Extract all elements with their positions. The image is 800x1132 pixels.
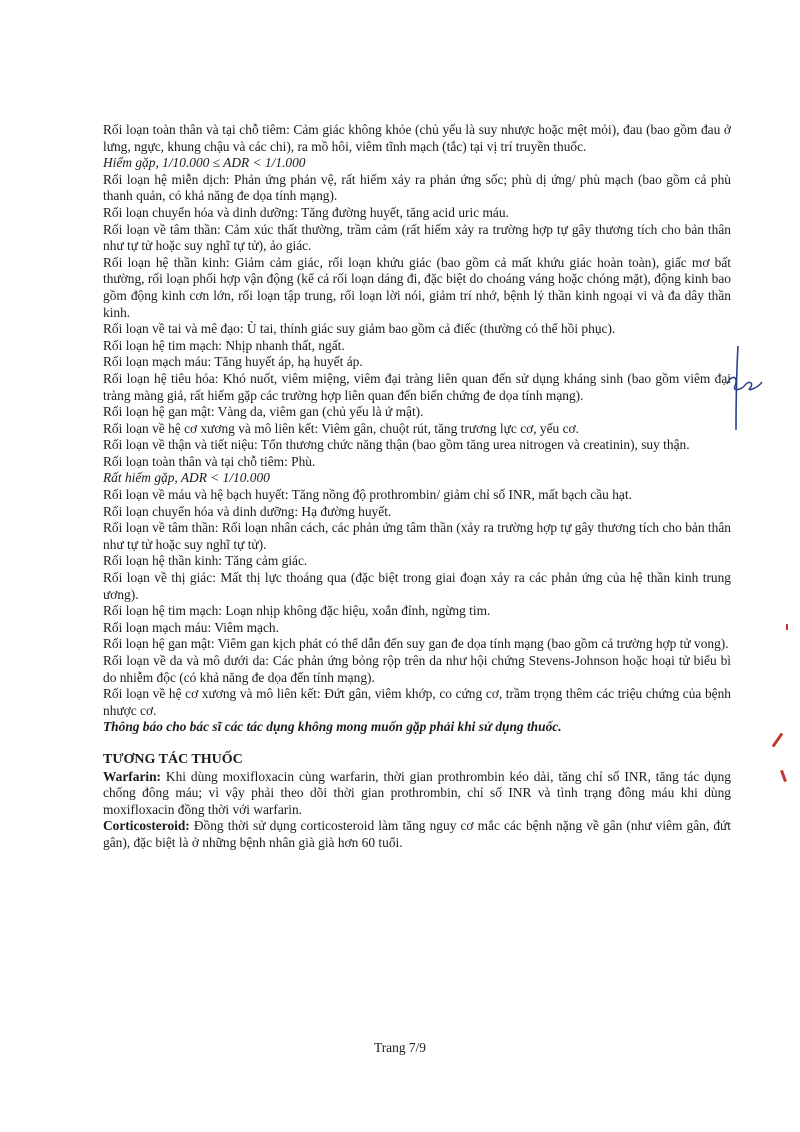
paragraph: Rối loạn về máu và hệ bạch huyết: Tăng nồng độ prothrombin/ giảm chỉ số INR, mất bạch cầu hạt. bbox=[103, 487, 632, 503]
paragraph: Rối loạn hệ thần kinh: Giảm cảm giác, rối loạn khứu giác (bao gồm cả mất khứu giác hoàn toàn), giấc mơ bất thường, rối loạn phối hợp vận động (kể cả rối loạn dáng đi, đặc biệt do choáng váng hoặc chóng mặt), động kinh bao gồm động kinh cơn lớn, rối loạn tập trung, rối loạn lời nói, giảm trí nhớ, bệnh lý thần kinh ngoại vi và đa dây thần kinh. bbox=[103, 254, 731, 320]
paragraph: Rối loạn về tai và mê đạo: Ù tai, thính giác suy giảm bao gồm cả điếc (thường có thể hồi phục). bbox=[103, 321, 616, 337]
paragraph: Rối loạn chuyển hóa và dinh dưỡng: Hạ đường huyết. bbox=[103, 503, 392, 519]
paragraph: Rối loạn về da và mô dưới da: Các phản ứng bỏng rộp trên da như hội chứng Stevens-Johnson hoặc hoại tử biểu bì do nhiễm độc (có khả năng đe dọa đến tính mạng). bbox=[103, 653, 731, 685]
warfarin-text: Khi dùng moxifloxacin cùng warfarin, thời gian prothrombin kéo dài, tăng chỉ số INR, tăng tác dụng chống đông máu; vì vậy phải theo dõi thời gian prothrombin, chỉ số INR và tình trạng đông máu khi dùng moxifloxacin đồng thời với warfarin. bbox=[103, 768, 731, 817]
paragraph: Rối loạn hệ miễn dịch: Phản ứng phản vệ, rất hiếm xảy ra phản ứng sốc; phù dị ứng/ phù mạch (bao gồm cả phù thanh quản, có khả năng đe dọa tính mạng). bbox=[103, 171, 731, 204]
frequency-heading: Rất hiếm gặp, ADR < 1/10.000 bbox=[103, 470, 270, 486]
paragraph: Rối loạn về tâm thần: Rối loạn nhân cách, các phản ứng tâm thần (xảy ra trường hợp tự gây thương tích cho bản thân như tự tử hoặc suy nghĩ tự tử). bbox=[103, 520, 731, 552]
paragraph: Rối loạn hệ thần kinh: Tăng cảm giác. bbox=[103, 553, 308, 569]
red-mark bbox=[786, 624, 788, 630]
paragraph: Rối loạn mạch máu: Tăng huyết áp, hạ huyết áp. bbox=[103, 354, 363, 370]
paragraph: Rối loạn hệ tim mạch: Nhịp nhanh thất, ngất. bbox=[103, 337, 345, 353]
paragraph: Rối loạn mạch máu: Viêm mạch. bbox=[103, 619, 279, 635]
interaction-corticosteroid bbox=[103, 818, 731, 851]
paragraph: Rối loạn hệ gan mật: Viêm gan kịch phát có thể dẫn đến suy gan đe dọa tính mạng (bao gồm cả trường hợp tử vong). bbox=[103, 636, 729, 652]
paragraph: Rối loạn về tâm thần: Cảm xúc thất thường, trầm cảm (rất hiếm xảy ra trường hợp tự gây thương tích cho bản thân như tự tử hoặc suy nghĩ tự tử), ảo giác. bbox=[103, 221, 731, 254]
paragraph: Rối loạn toàn thân và tại chỗ tiêm: Phù. bbox=[103, 453, 316, 469]
red-mark bbox=[772, 733, 784, 748]
interaction-warfarin bbox=[103, 769, 731, 819]
paragraph: Rối loạn về hệ cơ xương và mô liên kết: Viêm gân, chuột rút, tăng trương lực cơ, yếu cơ. bbox=[103, 420, 579, 436]
section-title: TƯƠNG TÁC THUỐC bbox=[103, 751, 243, 767]
paragraph: Rối loạn toàn thân và tại chỗ tiêm: Cảm giác không khỏe (chủ yếu là suy nhược hoặc mệt mỏi), đau (bao gồm đau ở lưng, ngực, khung chậu và các chi), ra mồ hôi, viêm tĩnh mạch (tắc) tại vị trí truyền thuốc. bbox=[103, 122, 731, 154]
corticosteroid-text: Đồng thời sử dụng corticosteroid làm tăng nguy cơ mắc các bệnh nặng về gân (như viêm gân, đứt gân), đặc biệt là ở những bệnh nhân già già hơn 60 tuổi. bbox=[103, 818, 731, 850]
paragraph: Rối loạn hệ tiêu hóa: Khó nuốt, viêm miệng, viêm đại tràng liên quan đến sử dụng kháng sinh (bao gồm viêm đại tràng màng giả, rất hiếm gặp các trường hợp liên quan đến biến chứng đe dọa tính mạng). bbox=[103, 370, 731, 403]
warfarin-lead: Warfarin: bbox=[103, 768, 162, 784]
red-mark bbox=[780, 770, 787, 782]
paragraph: Rối loạn hệ gan mật: Vàng da, viêm gan (chủ yếu là ứ mật). bbox=[103, 404, 424, 420]
paragraph: Rối loạn về hệ cơ xương và mô liên kết: Đứt gân, viêm khớp, co cứng cơ, trầm trọng thêm các triệu chứng của bệnh nhược cơ. bbox=[103, 686, 731, 718]
page-number: Trang 7/9 bbox=[374, 1040, 426, 1055]
handwritten-initials bbox=[724, 344, 764, 434]
paragraph: Rối loạn chuyển hóa và dinh dưỡng: Tăng đường huyết, tăng acid uric máu. bbox=[103, 204, 509, 220]
corticosteroid-lead: Corticosteroid: bbox=[103, 818, 190, 834]
frequency-heading: Hiếm gặp, 1/10.000 ≤ ADR < 1/1.000 bbox=[103, 155, 306, 171]
paragraph: Rối loạn về thị giác: Mất thị lực thoáng qua (đặc biệt trong giai đoạn xảy ra các phản ứng của hệ thần kinh trung ương). bbox=[103, 570, 731, 602]
paragraph: Rối loạn về thận và tiết niệu: Tổn thương chức năng thận (bao gồm tăng urea nitrogen và creatinin), suy thận. bbox=[103, 437, 690, 453]
document-body bbox=[103, 122, 731, 852]
paragraph: Rối loạn hệ tim mạch: Loạn nhịp không đặc hiệu, xoắn đỉnh, ngừng tim. bbox=[103, 603, 491, 619]
doctor-notice: Thông báo cho bác sĩ các tác dụng không mong muốn gặp phải khi sử dụng thuốc. bbox=[103, 719, 562, 735]
